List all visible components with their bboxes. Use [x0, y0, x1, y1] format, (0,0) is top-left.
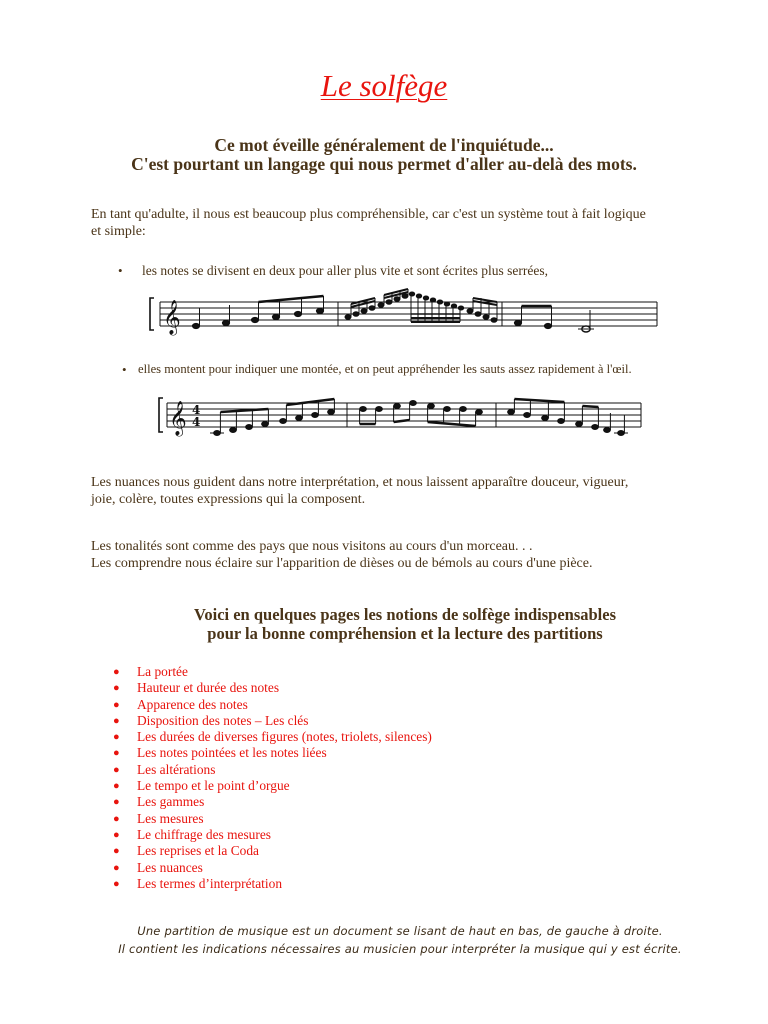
nuances-paragraph [91, 474, 716, 508]
footer-line-2: Il contient les indications nécessaires au musicien pour interpréter la musique qui y est écrite. [118, 942, 682, 956]
nuances-line-1: Les nuances nous guident dans notre interprétation, et nous laissent apparaître douceur, vigueur, [91, 475, 629, 490]
staff-2-notes [210, 399, 628, 436]
subtitle-line-2: C'est pourtant un langage qui nous permet d'aller au-delà des mots. [131, 154, 637, 174]
staff-2 [159, 398, 641, 432]
topics-list [113, 664, 432, 892]
section-heading-line-2: pour la bonne compréhension et la lecture des partitions [207, 624, 603, 643]
subtitle-line-1: Ce mot éveille généralement de l'inquiétude... [214, 135, 554, 155]
tonalites-paragraph [91, 538, 716, 572]
topic-item[interactable]: ● Les notes pointées et les notes liées [113, 745, 327, 761]
topic-item[interactable]: ● Les durées de diverses figures (notes, triolets, silences) [113, 729, 432, 745]
time-sig-top: 4 [192, 403, 201, 417]
intro-line-1: En tant qu'adulte, il nous est beaucoup plus compréhensible, car c'est un système tout à fait logique [91, 207, 646, 222]
footer-line-1: Une partition de musique est un document se lisant de haut en bas, de gauche à droite. [137, 924, 663, 938]
tonalites-line-1: Les tonalités sont comme des pays que nous visitons au cours d'un morceau. . . [91, 539, 533, 554]
topic-item[interactable]: ● Les altérations [113, 761, 216, 777]
section-heading [0, 605, 768, 643]
section-heading-line-1: Voici en quelques pages les notions de solfège indispensables [193, 605, 617, 624]
topic-item[interactable]: ● Les gammes [113, 794, 205, 810]
page-title: Le solfège [320, 68, 448, 103]
topic-item[interactable]: ● Les termes d’interprétation [113, 875, 283, 891]
treble-clef-icon: 𝄞 [163, 300, 181, 335]
bullet-text-1: les notes se divisent en deux pour aller plus vite et sont écrites plus serrées, [142, 263, 549, 278]
tonalites-line-2: Les comprendre nous éclaire sur l'apparition de dièses ou de bémols au cours d'une pièce. [91, 556, 593, 571]
topic-item[interactable]: ● Le tempo et le point d’orgue [113, 778, 290, 794]
bullet-dot-1: • [118, 263, 123, 278]
time-sig-bottom: 4 [192, 415, 201, 429]
intro-line-2: et simple: [91, 224, 146, 239]
topic-item[interactable]: ● La portée [113, 664, 188, 679]
nuances-line-2: joie, colère, toutes expressions qui la composent. [91, 492, 366, 507]
topic-item[interactable]: ● Le chiffrage des mesures [113, 826, 271, 842]
topic-item[interactable]: ● Les reprises et la Coda [113, 843, 259, 859]
topic-item[interactable]: ● Les mesures [113, 810, 204, 826]
topic-item[interactable]: ● Apparence des notes [113, 696, 248, 712]
topic-item[interactable]: ● Les nuances [113, 859, 203, 875]
bullet-dot-2: • [122, 362, 127, 377]
topic-item[interactable]: ● Disposition des notes – Les clés [113, 712, 309, 728]
treble-clef-icon-2: 𝄞 [169, 401, 187, 436]
topic-item[interactable]: ● Hauteur et durée des notes [113, 680, 280, 696]
bullet-text-2: elles montent pour indiquer une montée, et on peut appréhender les sauts assez rapidement à l'œil. [138, 362, 632, 376]
footer-note [0, 922, 768, 958]
